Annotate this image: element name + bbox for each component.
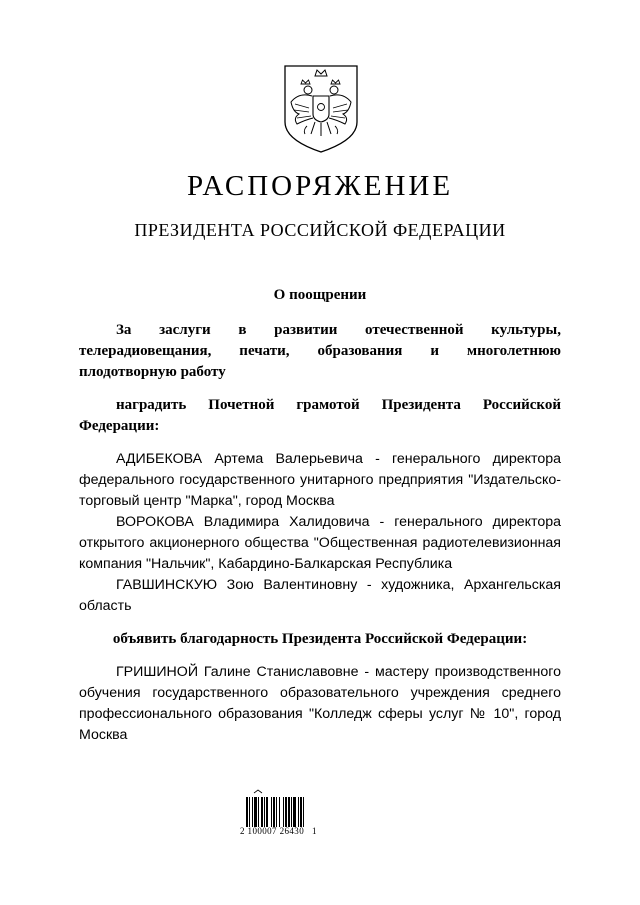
gratitude-list	[79, 662, 561, 746]
awardee-item: АДИБЕКОВА Артема Валерьевича - генерального директора федерального государственного унитарного предприятия "Издательско-торговый центр "Марка", город Москва	[79, 451, 561, 509]
document-subject: О поощрении	[273, 287, 367, 303]
gratitude-item: ГРИШИНОЙ Галине Станиславовне - мастеру производственного обучения государственного образовательного учреждения среднего профессионального образования "Колледж сферы услуг № 10", город Москва	[79, 664, 561, 743]
barcode-number: 2 100007 26430 1	[240, 826, 317, 836]
awardees-list	[79, 449, 561, 617]
barcode-icon	[244, 789, 336, 829]
coat-of-arms-icon	[279, 62, 363, 154]
document-title: РАСПОРЯЖЕНИЕ	[186, 170, 454, 202]
awardee-item: ГАВШИНСКУЮ Зою Валентиновну - художника, Архангельская область	[79, 577, 561, 614]
award-heading: наградить Почетной грамотой Президента Российской Федерации:	[79, 397, 561, 434]
preamble: За заслуги в развитии отечественной культуры, телерадиовещания, печати, образования и многолетнюю плодотворную работу	[79, 322, 561, 380]
document-body	[79, 320, 561, 746]
document-subtitle: ПРЕЗИДЕНТА РОССИЙСКОЙ ФЕДЕРАЦИИ	[134, 220, 506, 240]
gratitude-heading: объявить благодарность Президента Российской Федерации:	[112, 631, 528, 647]
awardee-item: ВОРОКОВА Владимира Халидовича - генерального директора открытого акционерного общества "Общественная радиотелевизионная компания "Нальчик", Кабардино-Балкарская Республика	[79, 514, 561, 572]
